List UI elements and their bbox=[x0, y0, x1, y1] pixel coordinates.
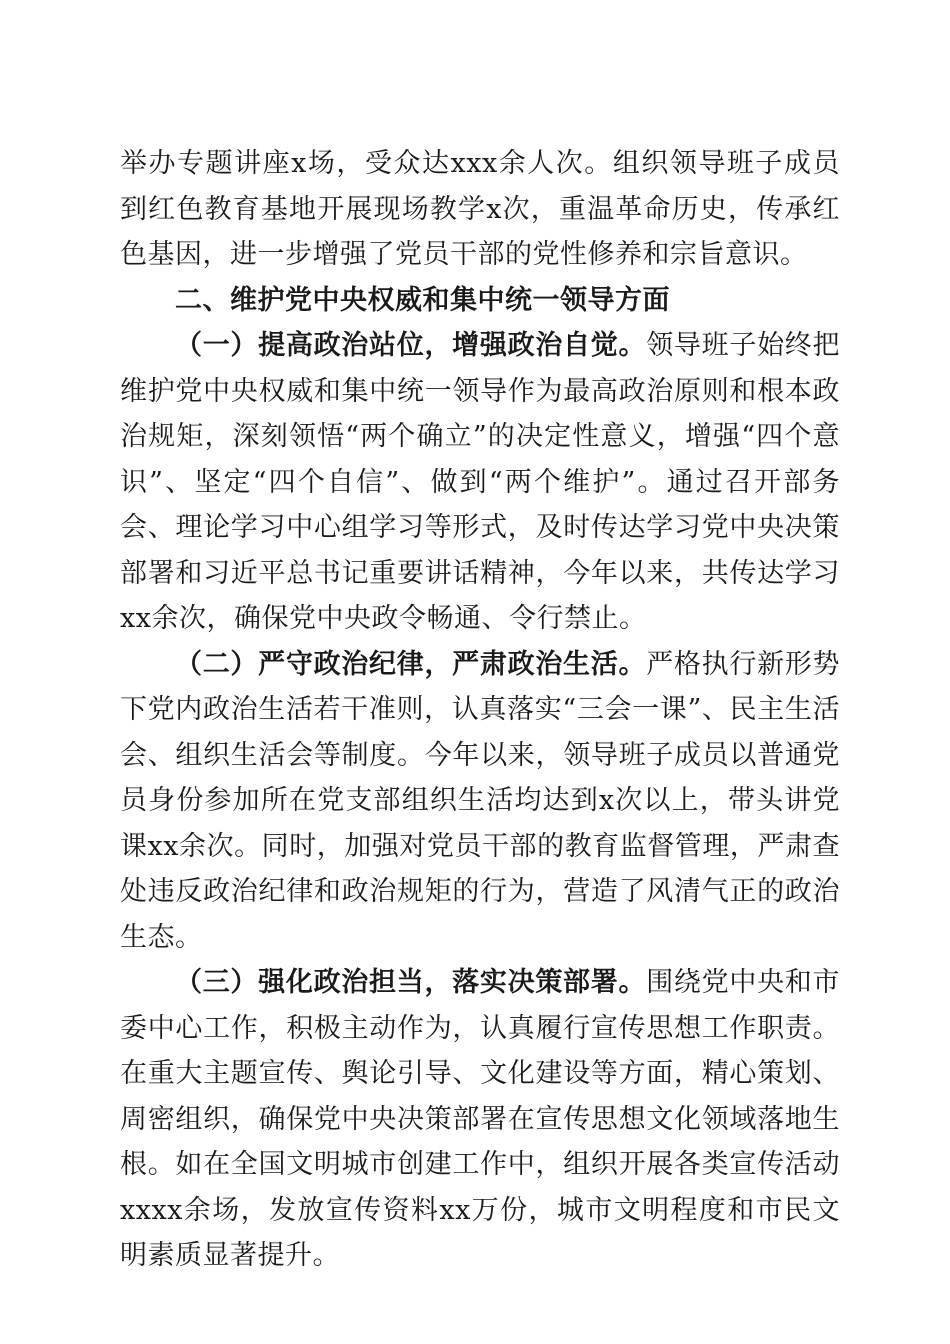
subheading-2: （二）严守政治纪律，严肃政治生活。 bbox=[175, 648, 647, 680]
paragraph-continued: 举办专题讲座x场，受众达xxx余人次。组织领导班子成员到红色教育基地开展现场教学x次，重温革命历史，传承红色基因，进一步增强了党员干部的党性修养和宗旨意识。 bbox=[120, 148, 840, 270]
section-heading: 二、维护党中央权威和集中统一领导方面 bbox=[175, 284, 670, 316]
paragraph-1 bbox=[120, 323, 840, 642]
paragraph-2 bbox=[120, 642, 840, 961]
paragraph-3 bbox=[120, 960, 840, 1279]
document-page bbox=[120, 141, 840, 1279]
subheading-3: （三）强化政治担当，落实决策部署。 bbox=[175, 967, 647, 998]
paragraph-2-body: 严格执行新形势下党内政治生活若干准则，认真落实“三会一课”、民主生活会、组织生活会等制度。今年以来，领导班子成员以普通党员身份参加所在党支部组织生活均达到x次以上，带头讲党课xx余次。同时，加强对党员干部的教育监督管理，严肃查处违反政治纪律和政治规矩的行为，营造了风清气正的政治生态。 bbox=[120, 648, 841, 953]
paragraph-1-body: 领导班子始终把维护党中央权威和集中统一领导作为最高政治原则和根本政治规矩，深刻领悟“两个确立”的决定性意义，增强“四个意识”、坚定“四个自信”、做到“两个维护”。通过召开部务会、理论学习中心组学习等形式，及时传达学习党中央决策部署和习近平总书记重要讲话精神，今年以来，共传达学习xx余次，确保党中央政令畅通、令行禁止。 bbox=[120, 330, 841, 634]
paragraph-3-body: 围绕党中央和市委中心工作，积极主动作为，认真履行宣传思想工作职责。在重大主题宣传、舆论引导、文化建设等方面，精心策划、周密组织，确保党中央决策部署在宣传思想文化领域落地生根。如在全国文明城市创建工作中，组织开展各类宣传活动xxxx余场，发放宣传资料xx万份，城市文明程度和市民文明素质显著提升。 bbox=[120, 967, 841, 1271]
subheading-1: （一）提高政治站位，增强政治自觉。 bbox=[175, 330, 647, 361]
